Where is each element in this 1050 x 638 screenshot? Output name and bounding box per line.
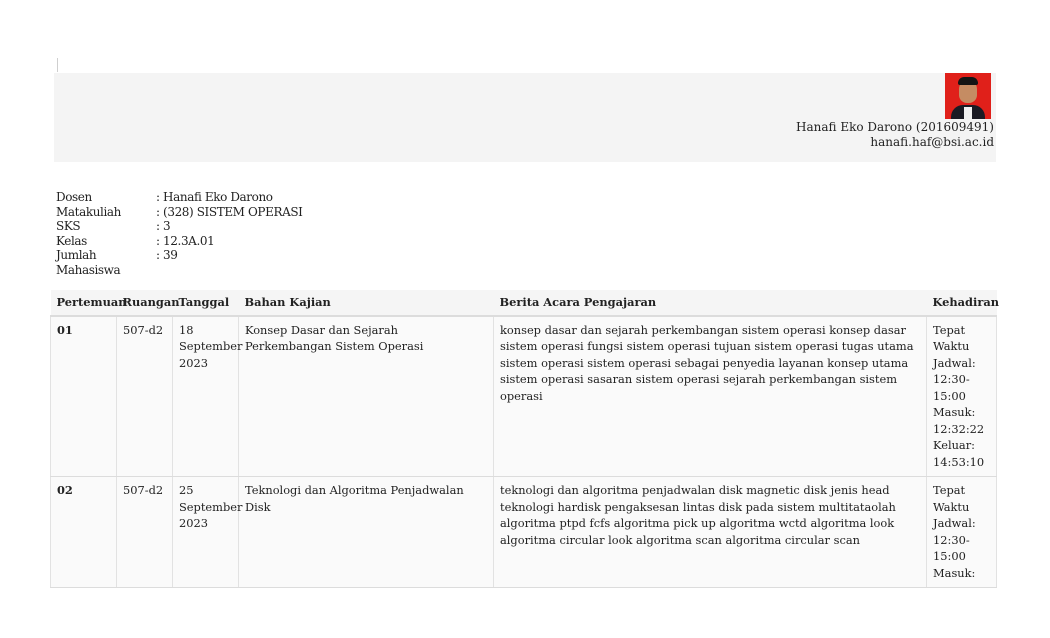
cell-bahan-kajian: Konsep Dasar dan Sejarah Perkembangan Sistem Operasi [239,316,494,477]
info-label: Dosen [56,190,92,204]
column-header-bahan-kajian: Bahan Kajian [239,290,494,316]
cell-ruangan: 507-d2 [117,477,173,588]
attendance-table [50,290,1000,588]
column-header-kehadiran: Kehadiran [927,290,997,316]
course-info [56,190,303,277]
info-value: : 39 [156,248,178,262]
column-header-pertemuan: Pertemuan [51,290,117,316]
info-label: Kelas [56,233,87,248]
attendance-status: Tepat Waktu [933,483,970,514]
cell-berita-acara: teknologi dan algoritma penjadwalan disk magnetic disk jenis head teknologi hardisk pengaksesan lintas disk pada sistem multitataolah algoritma ptpd fcfs algoritma pick up algoritma wctd algoritma look algoritma circular look algoritma scan algoritma circular scan [494,477,927,588]
column-header-tanggal: Tanggal [173,290,239,316]
info-value: : Hanafi Eko Darono [156,190,273,204]
info-row-kelas [56,234,303,249]
lecturer-identity [796,120,994,149]
info-value: : 3 [156,219,171,233]
column-header-berita-acara: Berita Acara Pengajaran [494,290,927,316]
attendance-in: Masuk: 12:32:22 [933,405,985,436]
cell-berita-acara: konsep dasar dan sejarah perkembangan sistem operasi konsep dasar sistem operasi fungsi sistem operasi tujuan sistem operasi tugas utama sistem operasi sistem operasi sebagai penyedia layanan konsep utama sistem operasi sasaran sistem operasi sejarah perkembangan sistem operasi [494,316,927,477]
info-row-dosen [56,190,303,205]
lecturer-email: hanafi.haf@bsi.ac.id [870,134,994,149]
info-row-matakuliah [56,205,303,220]
info-row-jumlah-mahasiswa [56,248,303,277]
attendance-out: Keluar: 14:53:10 [933,438,985,469]
cell-kehadiran [927,477,997,588]
table-header-row [51,290,997,316]
lecturer-name: Hanafi Eko Darono (201609491) [796,120,994,134]
cell-tanggal: 25 September 2023 [173,477,239,588]
page-edge-mark [57,58,58,72]
cell-bahan-kajian: Teknologi dan Algoritma Penjadwalan Disk [239,477,494,588]
info-row-sks [56,219,303,234]
cell-pertemuan: 01 [51,316,117,477]
attendance-schedule: Jadwal: 12:30-15:00 [933,355,976,403]
column-header-ruangan: Ruangan [117,290,173,316]
lecturer-photo [945,73,991,119]
lecturer-header [54,73,996,162]
info-label: Matakuliah [56,204,121,219]
table-row [51,477,997,588]
cell-pertemuan: 02 [51,477,117,588]
attendance-status: Tepat Waktu [933,322,970,353]
info-label: Jumlah Mahasiswa [56,248,121,277]
info-value: : 12.3A.01 [156,233,215,248]
table-row [51,316,997,477]
attendance-in: Masuk: [933,565,976,580]
attendance-schedule: Jadwal: 12:30-15:00 [933,516,976,563]
cell-ruangan: 507-d2 [117,316,173,477]
cell-kehadiran [927,316,997,477]
info-label: SKS [56,219,81,233]
info-value: : (328) SISTEM OPERASI [156,204,303,219]
cell-tanggal: 18 September 2023 [173,316,239,477]
